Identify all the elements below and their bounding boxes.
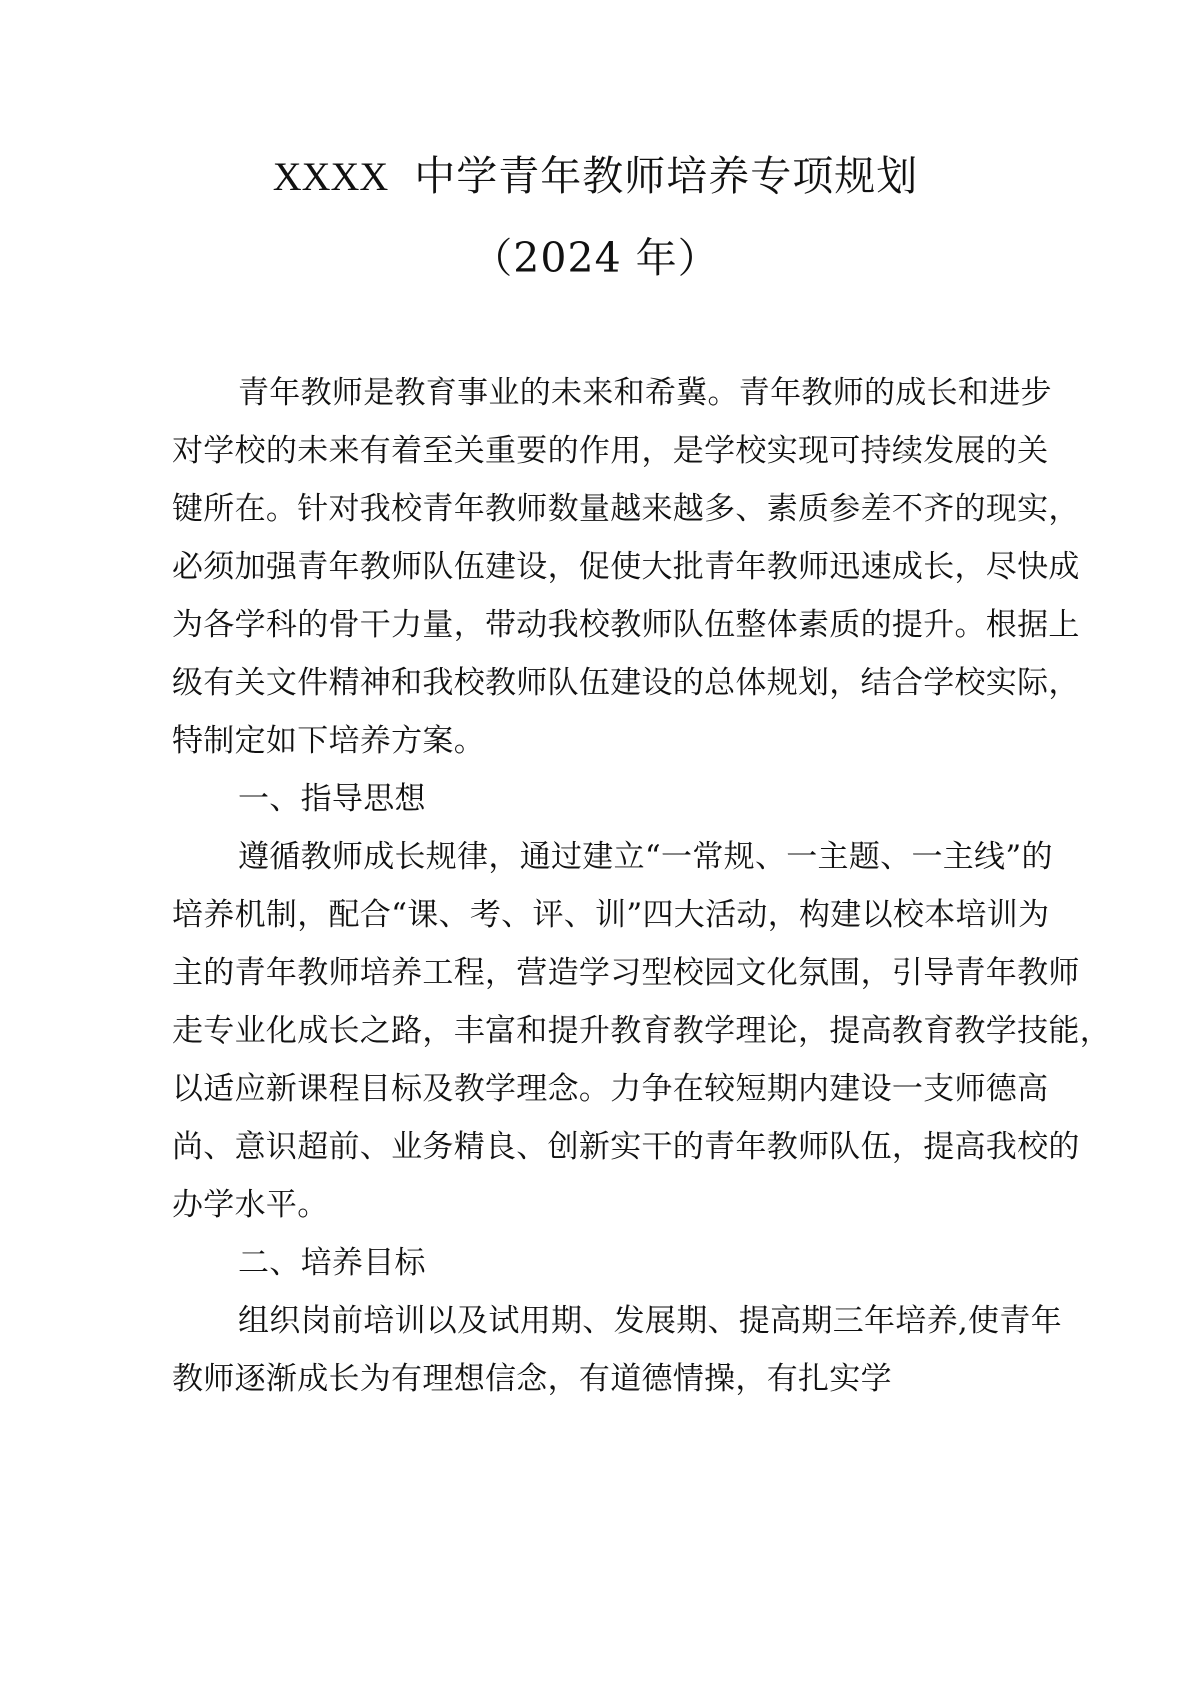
title-main-text: 中学青年教师培养专项规划 (414, 152, 919, 200)
section1-paragraph-line: 主的青年教师培养工程，营造学习型校园文化氛围，引导青年教师 (172, 955, 1080, 991)
intro-paragraph-line: 键所在。针对我校青年教师数量越来越多、素质参差不齐的现实， (172, 491, 1080, 527)
section1-paragraph-line: 办学水平。 (172, 1187, 329, 1223)
section2-paragraph-line: 教师逐渐成长为有理想信念，有道德情操，有扎实学 (172, 1361, 892, 1397)
intro-paragraph-line: 特制定如下培养方案。 (172, 723, 485, 759)
intro-paragraph-line: 对学校的未来有着至关重要的作用，是学校实现可持续发展的关 (172, 433, 1049, 469)
title-school-placeholder: XXXX (272, 154, 389, 199)
intro-paragraph-line: 级有关文件精神和我校教师队伍建设的总体规划，结合学校实际， (172, 665, 1080, 701)
section-heading-guiding-ideology: 一、指导思想 (238, 781, 426, 817)
document-subtitle-year: （2024 年） (471, 234, 720, 282)
section1-paragraph-line: 培养机制，配合“课、考、评、训”四大活动，构建以校本培训为 (172, 897, 1050, 933)
section1-paragraph-line: 遵循教师成长规律，通过建立“一常规、一主题、一主线”的 (238, 839, 1053, 875)
document-title (0, 150, 1191, 203)
section-heading-training-goals: 二、培养目标 (238, 1245, 426, 1281)
intro-paragraph-line: 为各学科的骨干力量，带动我校教师队伍整体素质的提升。根据上 (172, 607, 1080, 643)
intro-paragraph-line: 青年教师是教育事业的未来和希冀。青年教师的成长和进步 (238, 375, 1052, 411)
intro-paragraph-line: 必须加强青年教师队伍建设，促使大批青年教师迅速成长，尽快成 (172, 549, 1080, 585)
section1-paragraph-line: 尚、意识超前、业务精良、创新实干的青年教师队伍，提高我校的 (172, 1129, 1080, 1165)
section1-paragraph-line: 以适应新课程目标及教学理念。力争在较短期内建设一支师德高 (172, 1071, 1049, 1107)
section2-paragraph-line: 组织岗前培训以及试用期、发展期、提高期三年培养,使青年 (238, 1303, 1062, 1339)
section1-paragraph-line: 走专业化成长之路，丰富和提升教育教学理论，提高教育教学技能， (172, 1013, 1111, 1049)
